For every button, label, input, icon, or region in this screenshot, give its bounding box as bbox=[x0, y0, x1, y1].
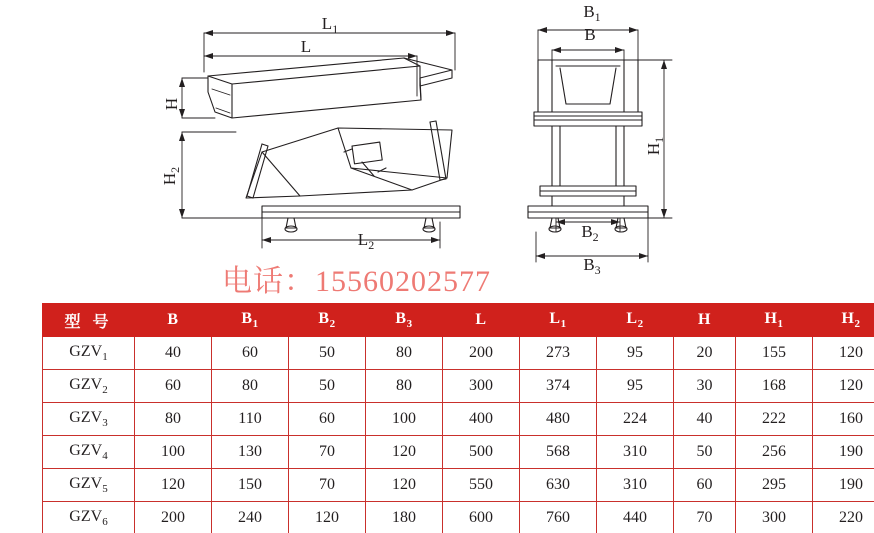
row-model: $GZV_4$ bbox=[43, 436, 135, 469]
cell-h: 30 bbox=[674, 370, 736, 403]
cell-b2: 50 bbox=[289, 337, 366, 370]
cell-b1: 240 bbox=[212, 502, 289, 533]
cell-h1: 168 bbox=[736, 370, 813, 403]
table-row bbox=[43, 403, 874, 436]
cell-h2: 160 bbox=[813, 403, 874, 436]
cell-b: 80 bbox=[135, 403, 212, 436]
dim-H2 bbox=[179, 132, 268, 218]
cell-h1: 300 bbox=[736, 502, 813, 533]
header-h1: $H_1$ bbox=[736, 304, 813, 337]
cell-l: 600 bbox=[443, 502, 520, 533]
cell-h: 50 bbox=[674, 436, 736, 469]
front-base-plate bbox=[528, 196, 648, 218]
cell-h: 60 bbox=[674, 469, 736, 502]
cell-h1: 256 bbox=[736, 436, 813, 469]
spec-table-body bbox=[43, 337, 874, 533]
table-row bbox=[43, 337, 874, 370]
row-model: $GZV_1$ bbox=[43, 337, 135, 370]
spec-table bbox=[42, 303, 874, 533]
front-lower-flange bbox=[540, 186, 636, 196]
front-body bbox=[552, 126, 624, 186]
tray-outline bbox=[208, 58, 452, 118]
label-L2: $L_2$ bbox=[357, 230, 375, 252]
cell-b1: 60 bbox=[212, 337, 289, 370]
cell-l2: 224 bbox=[597, 403, 674, 436]
base-plate bbox=[262, 206, 460, 218]
dim-B bbox=[552, 47, 624, 66]
label-H2: $H_2$ bbox=[160, 166, 182, 186]
cell-h2: 190 bbox=[813, 436, 874, 469]
cell-b: 40 bbox=[135, 337, 212, 370]
table-row bbox=[43, 370, 874, 403]
cell-b3: 120 bbox=[366, 469, 443, 502]
header-l1: $L_1$ bbox=[520, 304, 597, 337]
cell-b: 100 bbox=[135, 436, 212, 469]
header-l: L bbox=[443, 304, 520, 337]
cell-l1: 273 bbox=[520, 337, 597, 370]
label-H: H bbox=[162, 97, 181, 111]
cell-l: 550 bbox=[443, 469, 520, 502]
cell-l2: 310 bbox=[597, 469, 674, 502]
cell-l1: 630 bbox=[520, 469, 597, 502]
cell-b: 60 bbox=[135, 370, 212, 403]
cell-h1: 222 bbox=[736, 403, 813, 436]
cell-l2: 310 bbox=[597, 436, 674, 469]
header-b: B bbox=[135, 304, 212, 337]
front-trough bbox=[538, 60, 638, 112]
cell-b1: 80 bbox=[212, 370, 289, 403]
cell-b3: 80 bbox=[366, 370, 443, 403]
spec-table-head bbox=[43, 304, 874, 337]
header-h: H bbox=[674, 304, 736, 337]
cell-l: 200 bbox=[443, 337, 520, 370]
phone-watermark: 电话：15560202577 bbox=[222, 265, 491, 298]
header-l2: $L_2$ bbox=[597, 304, 674, 337]
motor-block bbox=[344, 142, 386, 176]
cell-l: 500 bbox=[443, 436, 520, 469]
label-B1: $B_1$ bbox=[583, 2, 601, 24]
exciter-body bbox=[246, 128, 452, 198]
header-b2: $B_2$ bbox=[289, 304, 366, 337]
cell-b2: 70 bbox=[289, 436, 366, 469]
cell-h2: 120 bbox=[813, 370, 874, 403]
front-flange bbox=[534, 112, 642, 126]
cell-b3: 180 bbox=[366, 502, 443, 533]
cell-h2: 220 bbox=[813, 502, 874, 533]
cell-b2: 60 bbox=[289, 403, 366, 436]
table-header-row bbox=[43, 304, 874, 337]
row-model: $GZV_6$ bbox=[43, 502, 135, 533]
label-B2: $B_2$ bbox=[581, 222, 599, 244]
row-model: $GZV_2$ bbox=[43, 370, 135, 403]
header-h2: $H_2$ bbox=[813, 304, 874, 337]
cell-l: 300 bbox=[443, 370, 520, 403]
spring-supports bbox=[247, 121, 446, 198]
cell-l: 400 bbox=[443, 403, 520, 436]
label-L: L bbox=[300, 37, 312, 56]
tray-lip bbox=[212, 89, 230, 113]
cell-b: 120 bbox=[135, 469, 212, 502]
cell-b1: 110 bbox=[212, 403, 289, 436]
cell-b2: 70 bbox=[289, 469, 366, 502]
cell-h2: 120 bbox=[813, 337, 874, 370]
row-model: $GZV_3$ bbox=[43, 403, 135, 436]
cell-b3: 120 bbox=[366, 436, 443, 469]
label-B: B bbox=[584, 25, 596, 44]
cell-b1: 150 bbox=[212, 469, 289, 502]
cell-b1: 130 bbox=[212, 436, 289, 469]
cell-h1: 155 bbox=[736, 337, 813, 370]
cell-l1: 568 bbox=[520, 436, 597, 469]
cell-l1: 760 bbox=[520, 502, 597, 533]
dim-L2 bbox=[262, 218, 440, 248]
cell-l2: 95 bbox=[597, 370, 674, 403]
cell-b: 200 bbox=[135, 502, 212, 533]
cell-h: 40 bbox=[674, 403, 736, 436]
cell-l2: 95 bbox=[597, 337, 674, 370]
cell-h2: 190 bbox=[813, 469, 874, 502]
label-B3: $B_3$ bbox=[583, 255, 601, 277]
header-b3: $B_3$ bbox=[366, 304, 443, 337]
cell-b3: 80 bbox=[366, 337, 443, 370]
cell-b2: 120 bbox=[289, 502, 366, 533]
label-H1: $H_1$ bbox=[644, 136, 666, 156]
cell-h: 70 bbox=[674, 502, 736, 533]
cell-b2: 50 bbox=[289, 370, 366, 403]
cell-l2: 440 bbox=[597, 502, 674, 533]
table-row bbox=[43, 469, 874, 502]
table-row bbox=[43, 436, 874, 469]
cell-h: 20 bbox=[674, 337, 736, 370]
header-b1: $B_1$ bbox=[212, 304, 289, 337]
row-model: $GZV_5$ bbox=[43, 469, 135, 502]
spec-table-container bbox=[42, 303, 863, 533]
cell-l1: 480 bbox=[520, 403, 597, 436]
cell-h1: 295 bbox=[736, 469, 813, 502]
label-L1: $L_1$ bbox=[321, 14, 339, 36]
cell-b3: 100 bbox=[366, 403, 443, 436]
cell-l1: 374 bbox=[520, 370, 597, 403]
table-row bbox=[43, 502, 874, 533]
header-model: 型 号 bbox=[43, 304, 135, 337]
